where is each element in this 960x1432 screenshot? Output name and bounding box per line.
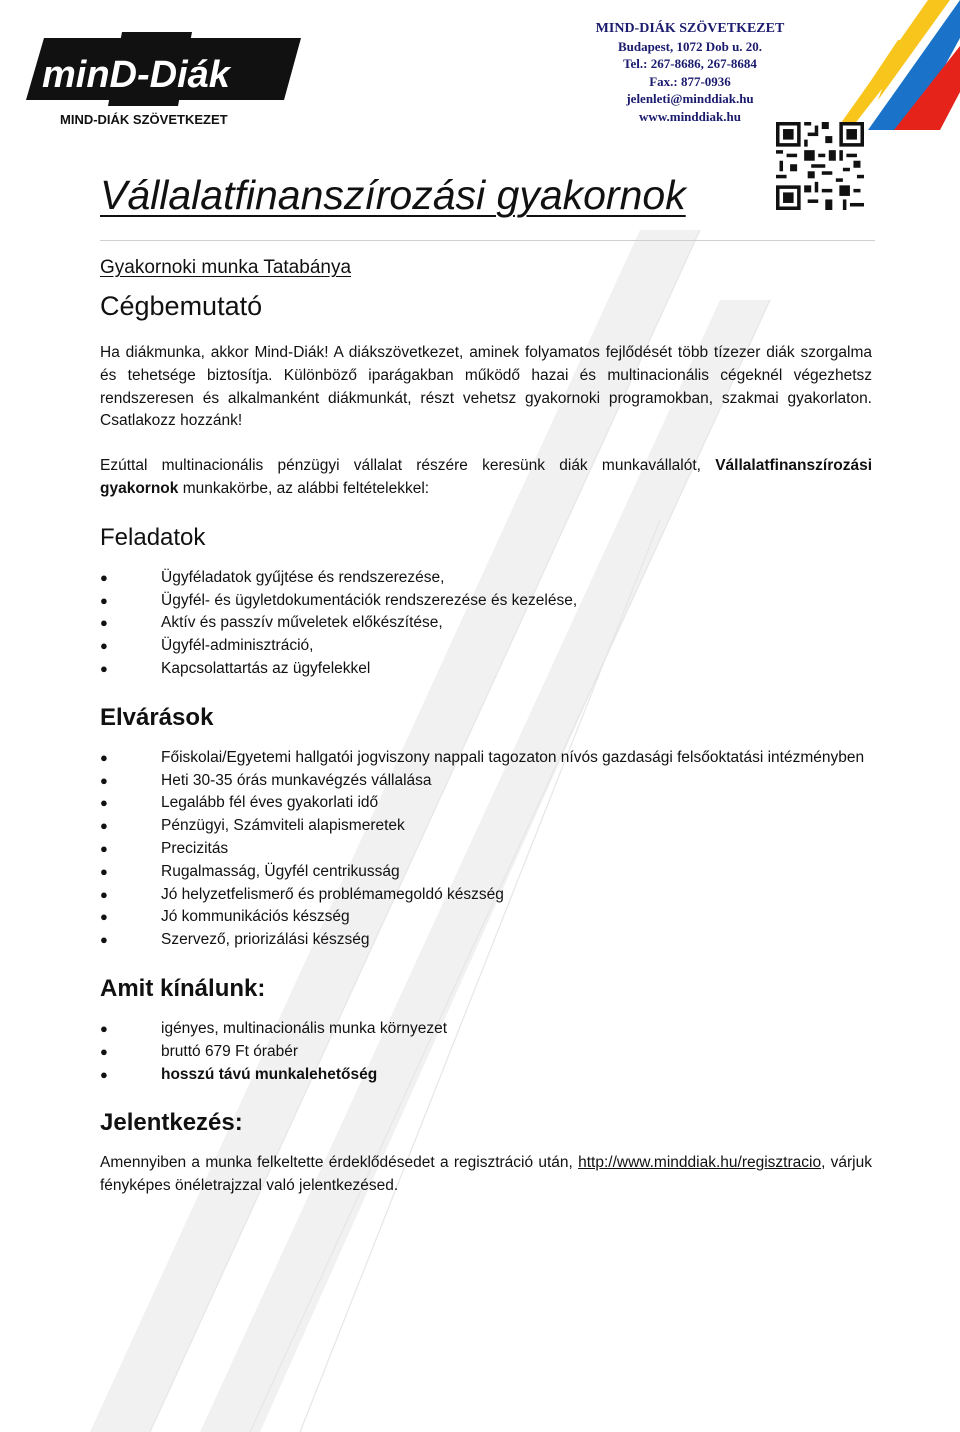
offer-role: Vállalatfinanszírozási gyakornok — [100, 457, 872, 497]
list-item: ● Pénzügyi, Számviteli alapismeretek — [100, 815, 872, 838]
company-intro-heading: Cégbemutató — [100, 291, 263, 321]
bullet-icon: ● — [100, 772, 108, 788]
bullet-icon: ● — [100, 840, 108, 856]
list-item: ● bruttó 679 Ft órabér — [100, 1041, 872, 1064]
list-item: ● Precizitás — [100, 838, 872, 861]
offers-heading: Amit kínálunk: — [100, 974, 266, 1002]
logo-graphic — [26, 18, 306, 130]
offer-text-after: munkakörbe, az alábbi feltételekkel: — [178, 479, 430, 497]
requirements-heading: Elvárások — [100, 703, 214, 731]
document-content — [100, 254, 872, 1198]
bullet-icon: ● — [100, 818, 108, 834]
bullet-icon: ● — [100, 1043, 108, 1059]
list-item: ● Legalább fél éves gyakorlati idő — [100, 792, 872, 815]
list-item: ● Jó helyzetfelismerő és problémamegoldó készség — [100, 884, 872, 907]
list-item: ● Heti 30-35 órás munkavégzés vállalása — [100, 770, 872, 793]
apply-heading: Jelentkezés: — [100, 1109, 243, 1137]
list-item: ● Főiskolai/Egyetemi hallgatói jogviszony nappali tagozaton nívós gazdasági felsőoktatási intézményben — [100, 747, 872, 770]
list-item: ● Jó kommunikációs készség — [100, 906, 872, 929]
company-email[interactable]: jelenleti@minddiak.hu — [626, 91, 754, 106]
minddiak-logo — [26, 18, 306, 130]
tasks-heading: Feladatok — [100, 523, 206, 551]
bullet-icon: ● — [100, 638, 108, 654]
tasks-list — [100, 567, 872, 681]
apply-paragraph — [100, 1152, 872, 1198]
list-item: ● Rugalmasság, Ügyfél centrikusság — [100, 861, 872, 884]
bullet-icon: ● — [100, 569, 108, 585]
offer-text-before: Ezúttal multinacionális pénzügyi vállalat részére keresünk diák munkavállalót, — [100, 457, 716, 475]
bullet-icon: ● — [100, 592, 108, 608]
list-item: ● Szervező, priorizálási készség — [100, 929, 872, 952]
bullet-icon: ● — [100, 932, 108, 948]
logo-text: minD-Diák — [42, 54, 230, 96]
bullet-icon: ● — [100, 660, 108, 676]
list-item: ● Kapcsolattartás az ügyfelekkel — [100, 658, 872, 681]
company-name: MIND-DIÁK SZÖVETKEZET — [595, 21, 785, 36]
list-item: ● igényes, multinacionális munka környezet — [100, 1018, 872, 1041]
bullet-icon: ● — [100, 909, 108, 925]
company-phone: Tel.: 267-8686, 267-8684 — [623, 56, 757, 71]
bullet-icon: ● — [100, 615, 108, 631]
bullet-icon: ● — [100, 1066, 108, 1082]
list-item: ● Ügyfél-adminisztráció, — [100, 635, 872, 658]
offer-paragraph — [100, 455, 872, 501]
list-item: ● Ügyféladatok gyűjtése és rendszerezése, — [100, 567, 872, 590]
list-item: ● Aktív és passzív műveletek előkészítése, — [100, 612, 872, 635]
company-website[interactable]: www.minddiak.hu — [639, 108, 741, 124]
title-divider — [100, 240, 875, 241]
apply-text-before: Amennyiben a munka felkeltette érdeklődésedet a regisztráció után, — [100, 1154, 579, 1172]
logo-subtext: MIND-DIÁK SZÖVETKEZET — [60, 112, 228, 127]
requirements-list — [100, 747, 872, 952]
job-title: Vállalatfinanszírozási gyakornok — [100, 172, 686, 218]
qr-code-icon[interactable] — [776, 122, 864, 210]
offers-list — [100, 1018, 872, 1086]
bullet-icon: ● — [100, 863, 108, 879]
job-subtitle: Gyakornoki munka Tatabánya — [100, 257, 352, 278]
company-intro-text: Ha diákmunka, akkor Mind-Diák! A diákszövetkezet, aminek folyamatos fejlődését több tízezer diák szorgalma és tehetsége biztosítja. Különböző iparágakban működő hazai és multinacionális cégeknél végezhetsz rendszeresen és alkalmanként diákmunkát, részt vehetsz gyakornoki programokban, szakmai gyakorlaton. Csatlakozz hozzánk! — [100, 344, 872, 430]
bullet-icon: ● — [100, 1020, 108, 1036]
company-address: Budapest, 1072 Dob u. 20. — [617, 38, 763, 54]
list-item: ● Ügyfél- és ügyletdokumentációk rendszerezése és kezelése, — [100, 590, 872, 613]
bullet-icon: ● — [100, 886, 108, 902]
company-contact-block — [560, 20, 820, 125]
bullet-icon: ● — [100, 795, 108, 811]
apply-text-after: , várjuk fényképes önéletrajzzal való jelentkezésed. — [100, 1154, 872, 1195]
registration-link[interactable]: http://www.minddiak.hu/regisztracio — [578, 1154, 822, 1172]
bullet-icon: ● — [100, 749, 108, 765]
company-fax: Fax.: 877-0936 — [649, 73, 731, 89]
list-item: ● hosszú távú munkalehetőség — [100, 1064, 872, 1087]
